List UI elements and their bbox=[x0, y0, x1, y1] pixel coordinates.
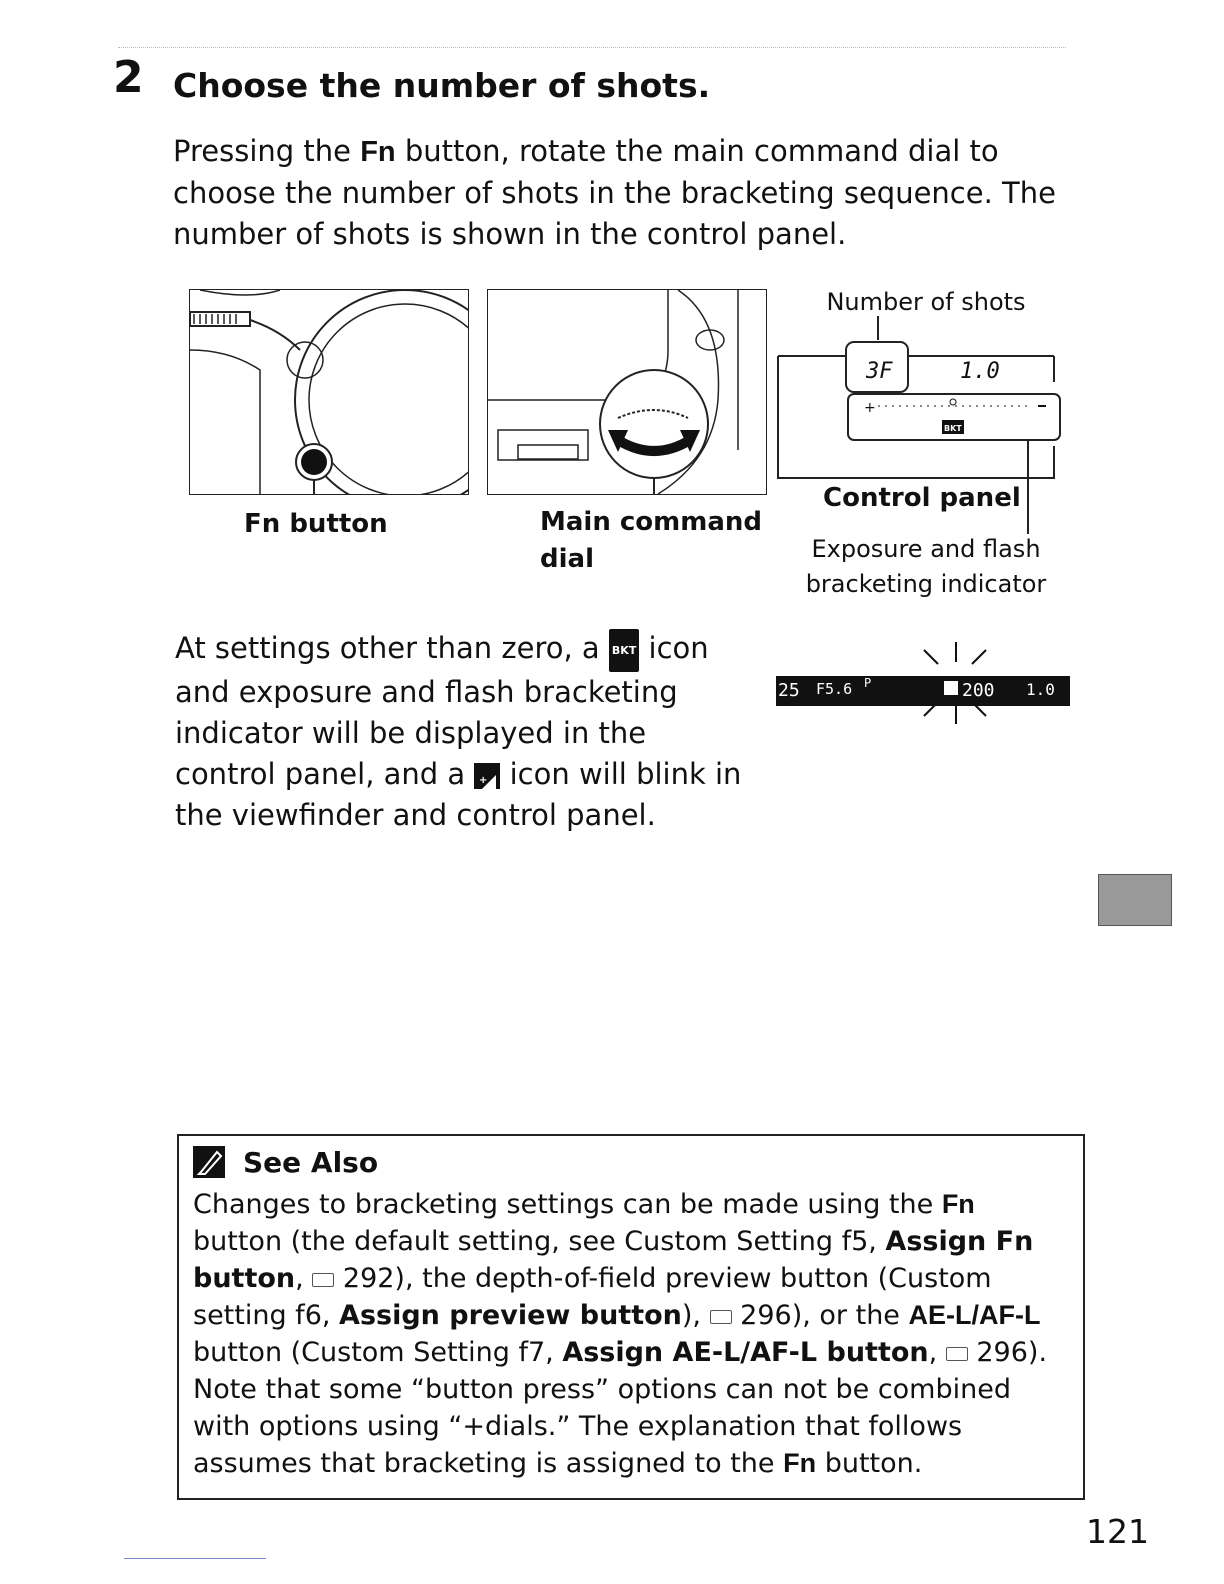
number-of-shots-label: Number of shots bbox=[826, 288, 1026, 316]
viewfinder-display-strip bbox=[776, 676, 1070, 706]
pencil-icon bbox=[193, 1146, 225, 1178]
svg-text:+: + bbox=[479, 774, 488, 786]
step-number: 2 bbox=[113, 52, 144, 103]
book-ref-icon bbox=[946, 1347, 968, 1361]
bracketing-indicator-label-line2: bracketing indicator bbox=[805, 570, 1047, 598]
see-also-box bbox=[177, 1134, 1085, 1500]
chapter-tab-icon bbox=[1098, 874, 1172, 926]
step-title: Choose the number of shots. bbox=[173, 66, 711, 105]
main-dial-caption-line2: dial bbox=[540, 544, 594, 574]
vf-aperture: F5.6 bbox=[816, 680, 853, 698]
vf-count: 200 bbox=[962, 680, 995, 701]
fn-keyword: Fn bbox=[360, 136, 396, 168]
settings-paragraph: At settings other than zero, a BKT icon and exposure and flash bracketing indicator will be displayed in the control panel, and a + icon will blink in the viewfinder and control panel. bbox=[175, 628, 755, 836]
see-also-title: See Also bbox=[243, 1146, 379, 1179]
lcd-bkt-icon: BKT bbox=[944, 424, 962, 433]
lcd-ev-readout: 1.0 bbox=[960, 359, 1000, 384]
vf-shutter: 25 bbox=[778, 680, 800, 701]
see-also-body: Changes to bracketing settings can be made using the Fn button (the default setting, see Custom Setting f5, Assign Fn button, 292), the depth-of-field preview button (Custom setting f6, Assign preview button), 296), or the AE-L/AF-L button (Custom Setting f7, Assign AE-L/AF-L button, 296). Note that some “button press” options can not be combined with options using “+dials.” The explanation that follows assumes that bracketing is assigned to the Fn button. bbox=[193, 1189, 1048, 1479]
vf-ev: 1.0 bbox=[1026, 680, 1055, 699]
bottom-rule bbox=[124, 1558, 266, 1559]
camera-front-drawing bbox=[190, 290, 468, 494]
main-dial-illustration bbox=[487, 289, 767, 495]
bkt-icon: BKT bbox=[609, 629, 639, 672]
intro-paragraph: Pressing the Fn button, rotate the main command dial to choose the number of shots in the bracketing sequence. The number of shots is shown in the control panel. bbox=[173, 134, 1056, 251]
vf-ev-comp-icon bbox=[944, 681, 958, 695]
fn-button-caption: Fn button bbox=[244, 509, 388, 539]
page-number: 121 bbox=[1086, 1512, 1149, 1551]
bracketing-indicator-label-line1: Exposure and flash bbox=[811, 535, 1041, 563]
top-rule bbox=[118, 47, 1066, 48]
camera-back-drawing bbox=[488, 290, 766, 494]
fn-button-illustration bbox=[189, 289, 469, 495]
lcd-shots-readout: 3F bbox=[866, 359, 893, 384]
book-ref-icon bbox=[710, 1310, 732, 1324]
vf-mode: P bbox=[864, 676, 872, 690]
exposure-compensation-icon bbox=[474, 763, 500, 789]
main-dial-caption-line1: Main command bbox=[540, 507, 763, 537]
book-ref-icon bbox=[312, 1273, 334, 1287]
svg-text:+: + bbox=[864, 400, 876, 416]
control-panel-caption: Control panel bbox=[823, 483, 1021, 513]
